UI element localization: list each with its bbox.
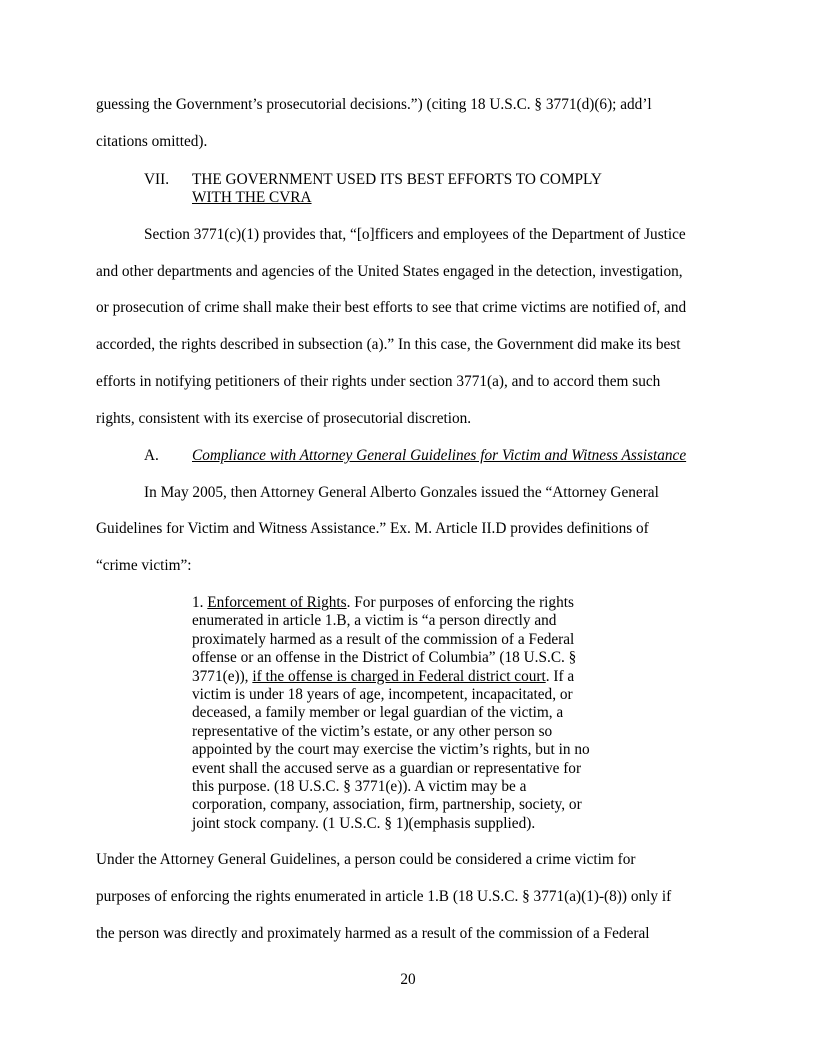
quote-line: proximately harmed as a result of the commission of a Federal [192, 630, 575, 648]
quote-line: this purpose. (18 U.S.C. § 3771(e)). A victim may be a [192, 778, 527, 796]
text-line: guessing the Government’s prosecutorial decisions.”) (citing 18 U.S.C. § 3771(d)(6); add’l [96, 96, 652, 113]
quote-line: joint stock company. (1 U.S.C. § 1)(emphasis supplied). [192, 814, 536, 832]
quote-line [192, 594, 622, 612]
quote-line: offense or an offense in the District of Columbia” (18 U.S.C. § [192, 649, 577, 667]
text-line: rights, consistent with its exercise of prosecutorial discretion. [96, 410, 472, 427]
quote-line [192, 668, 622, 686]
text-line: Guidelines for Victim and Witness Assistance.” Ex. M. Article II.D provides definitions of [96, 520, 649, 537]
quote-text: 1. [192, 594, 208, 611]
quote-line: representative of the victim’s estate, or any other person so [192, 722, 553, 740]
text-line: citations omitted). [96, 133, 208, 150]
page-number: 20 [400, 971, 416, 988]
section-title-line2: WITH THE CVRA [192, 189, 312, 206]
quote-line: enumerated in article 1.B, a victim is “a person directly and [192, 612, 557, 630]
text-line: purposes of enforcing the rights enumerated in article 1.B (18 U.S.C. § 3771(a)(1)-(8)) only if [96, 888, 672, 905]
text-line: or prosecution of crime shall make their best efforts to see that crime victims are notified of, and [96, 299, 687, 316]
quote-text: . If a [545, 667, 575, 685]
quote-line: corporation, company, association, firm, partnership, society, or [192, 796, 582, 814]
quote-line: deceased, a family member or legal guardian of the victim, a [192, 704, 564, 722]
block-quote [192, 594, 622, 833]
subsection-title: Compliance with Attorney General Guidelines for Victim and Witness Assistance [192, 447, 687, 464]
quote-underlined-text: if the offense is charged in Federal district court [252, 667, 546, 685]
quote-underlined-text: Enforcement of Rights [207, 594, 347, 611]
text-line: Section 3771(c)(1) provides that, “[o]fficers and employees of the Department of Justice [144, 226, 686, 243]
text-line: and other departments and agencies of the United States engaged in the detection, investigation, [96, 263, 683, 280]
text-line: Under the Attorney General Guidelines, a person could be considered a crime victim for [96, 851, 636, 868]
section-title-line1: THE GOVERNMENT USED ITS BEST EFFORTS TO COMPLY [192, 171, 602, 188]
text-line: In May 2005, then Attorney General Alberto Gonzales issued the “Attorney General [144, 484, 659, 501]
quote-line: event shall the accused serve as a guardian or representative for [192, 759, 582, 777]
quote-line: appointed by the court may exercise the victim’s rights, but in no [192, 741, 590, 759]
text-line: accorded, the rights described in subsection (a).” In this case, the Government did make its best [96, 336, 681, 353]
quote-text: . For purposes of enforcing the rights [346, 594, 574, 611]
section-number: VII. [144, 171, 170, 188]
text-line: “crime victim”: [96, 557, 192, 574]
text-line: the person was directly and proximately harmed as a result of the commission of a Federal [96, 925, 650, 942]
quote-text: 3771(e)), [192, 667, 253, 685]
subsection-letter: A. [144, 447, 159, 464]
quote-line: victim is under 18 years of age, incompetent, incapacitated, or [192, 686, 573, 704]
text-line: efforts in notifying petitioners of their rights under section 3771(a), and to accord them such [96, 373, 661, 390]
